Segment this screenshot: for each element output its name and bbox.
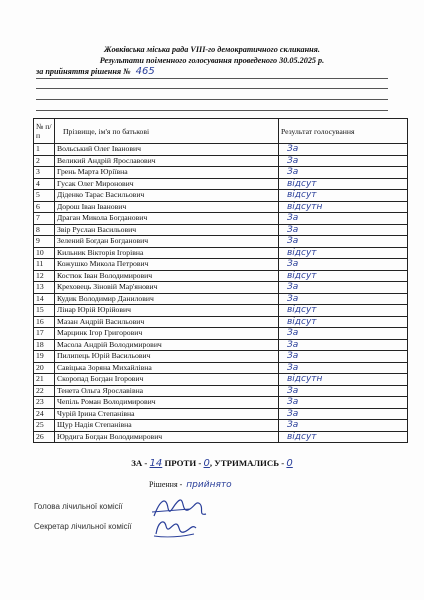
row-number: 17 xyxy=(34,328,55,340)
row-number: 2 xyxy=(34,155,55,167)
rule-line xyxy=(36,78,388,79)
deputy-name: Вольський Олег Іванович xyxy=(55,144,279,156)
row-number: 23 xyxy=(34,397,55,409)
deputy-name: Дорош Іван Іванович xyxy=(55,201,279,213)
vote-result: За xyxy=(279,155,408,167)
row-number: 6 xyxy=(34,201,55,213)
table-row xyxy=(34,282,408,294)
deputy-name: Савіцька Зоряна Михайлівна xyxy=(55,362,279,374)
deputy-name: Щур Надія Степанівна xyxy=(55,420,279,432)
vote-result: За xyxy=(279,167,408,179)
deputy-name: Мазан Андрій Васильович xyxy=(55,316,279,328)
table-row xyxy=(34,385,408,397)
row-number: 11 xyxy=(34,259,55,271)
vote-result: За xyxy=(279,236,408,248)
vote-result: За xyxy=(279,213,408,225)
row-number: 3 xyxy=(34,167,55,179)
row-number: 16 xyxy=(34,316,55,328)
deputy-name: Тенета Ольга Ярославівна xyxy=(55,385,279,397)
table-row xyxy=(34,190,408,202)
council-title: Жовківська міська рада VIII-го демократичного скликання. xyxy=(104,45,320,54)
vote-result: відсут xyxy=(279,270,408,282)
table-row xyxy=(34,293,408,305)
row-number: 8 xyxy=(34,224,55,236)
vote-result: відсут xyxy=(279,178,408,190)
row-number: 13 xyxy=(34,282,55,294)
decision-label: Рішення - xyxy=(149,480,183,489)
deputy-name: Зелений Богдан Богданович xyxy=(55,236,279,248)
secretary-signature xyxy=(150,514,200,540)
secretary-label: Секретар лічильної комісії xyxy=(34,522,132,531)
col-number-header: № п/п xyxy=(34,119,55,144)
row-number: 15 xyxy=(34,305,55,317)
vote-result: відсутн xyxy=(279,374,408,386)
vote-result: За xyxy=(279,282,408,294)
deputy-name: Драган Микола Богданович xyxy=(55,213,279,225)
rule-line xyxy=(36,88,388,89)
table-row xyxy=(34,167,408,179)
row-number: 12 xyxy=(34,270,55,282)
vote-result: За xyxy=(279,408,408,420)
table-row xyxy=(34,259,408,271)
utrym-value: 0 xyxy=(286,458,293,469)
col-result-header: Результат голосування xyxy=(279,119,408,144)
vote-result: відсут xyxy=(279,190,408,202)
rule-line xyxy=(36,110,388,111)
decision-value: прийнято xyxy=(186,480,232,490)
vote-result: відсут xyxy=(279,247,408,259)
table-row xyxy=(34,397,408,409)
deputy-name: Скоропад Богдан Ігорович xyxy=(55,374,279,386)
table-row xyxy=(34,362,408,374)
vote-result: відсут xyxy=(279,305,408,317)
vote-table xyxy=(33,118,408,443)
deputy-name: Кильник Вікторія Ігорівна xyxy=(55,247,279,259)
vote-result: За xyxy=(279,328,408,340)
table-row xyxy=(34,431,408,443)
table-row xyxy=(34,408,408,420)
table-row xyxy=(34,351,408,363)
decision-result xyxy=(149,480,232,490)
row-number: 24 xyxy=(34,408,55,420)
row-number: 22 xyxy=(34,385,55,397)
row-number: 1 xyxy=(34,144,55,156)
table-row xyxy=(34,236,408,248)
deputy-name: Гусак Олег Миронович xyxy=(55,178,279,190)
row-number: 10 xyxy=(34,247,55,259)
vote-result: За xyxy=(279,293,408,305)
deputy-name: Масола Андрій Володимирович xyxy=(55,339,279,351)
col-name-header: Прізвище, ім'я по батькові xyxy=(55,119,279,144)
za-value: 14 xyxy=(149,458,163,469)
proty-value: 0 xyxy=(203,458,210,469)
row-number: 14 xyxy=(34,293,55,305)
table-row xyxy=(34,178,408,190)
deputy-name: Кожушко Микола Петрович xyxy=(55,259,279,271)
table-row xyxy=(34,213,408,225)
deputy-name: Чурій Ірина Степанівна xyxy=(55,408,279,420)
row-number: 18 xyxy=(34,339,55,351)
proty-label: ПРОТИ - xyxy=(164,458,202,468)
table-row xyxy=(34,339,408,351)
deputy-name: Юрдига Богдан Володимирович xyxy=(55,431,279,443)
vote-result: відсут xyxy=(279,316,408,328)
row-number: 4 xyxy=(34,178,55,190)
row-number: 25 xyxy=(34,420,55,432)
table-row xyxy=(34,305,408,317)
deputy-name: Грень Марта Юріївна xyxy=(55,167,279,179)
row-number: 21 xyxy=(34,374,55,386)
row-number: 5 xyxy=(34,190,55,202)
table-row xyxy=(34,144,408,156)
table-row xyxy=(34,374,408,386)
table-body xyxy=(34,144,408,443)
row-number: 20 xyxy=(34,362,55,374)
vote-result: За xyxy=(279,420,408,432)
vote-result: За xyxy=(279,144,408,156)
results-title: Результати поіменного голосування проведеного 30.05.2025 р. xyxy=(99,56,325,65)
vote-result: За xyxy=(279,351,408,363)
row-number: 7 xyxy=(34,213,55,225)
deputy-name: Звір Руслан Васильович xyxy=(55,224,279,236)
decision-number: 465 xyxy=(135,66,155,77)
table-row xyxy=(34,420,408,432)
table-row xyxy=(34,328,408,340)
deputy-name: Великий Андрій Ярославович xyxy=(55,155,279,167)
deputy-name: Костюк Іван Володимирович xyxy=(55,270,279,282)
row-number: 9 xyxy=(34,236,55,248)
rule-line xyxy=(36,99,388,100)
table-row xyxy=(34,155,408,167)
table-row xyxy=(34,270,408,282)
table-row xyxy=(34,224,408,236)
vote-result: За xyxy=(279,385,408,397)
row-number: 19 xyxy=(34,351,55,363)
decision-prefix: за прийняття рішення № xyxy=(36,67,131,76)
deputy-name: Діденко Тарас Васильович xyxy=(55,190,279,202)
vote-result: відсут xyxy=(279,431,408,443)
deputy-name: Лінар Юрій Юрійович xyxy=(55,305,279,317)
row-number: 26 xyxy=(34,431,55,443)
table-row xyxy=(34,316,408,328)
chair-label: Голова лічильної комісії xyxy=(34,502,123,511)
deputy-name: Пилипець Юрій Васильович xyxy=(55,351,279,363)
vote-result: За xyxy=(279,397,408,409)
vote-result: За xyxy=(279,339,408,351)
table-row xyxy=(34,247,408,259)
vote-summary xyxy=(0,458,424,469)
za-label: ЗА - xyxy=(131,458,148,468)
deputy-name: Креховець Зіновій Мар'янович xyxy=(55,282,279,294)
deputy-name: Кудик Володимир Данилович xyxy=(55,293,279,305)
vote-result: відсутн xyxy=(279,201,408,213)
deputy-name: Марцинк Ігор Григорович xyxy=(55,328,279,340)
vote-result: За xyxy=(279,362,408,374)
vote-result: За xyxy=(279,224,408,236)
utrym-label: , УТРИМАЛИСЬ - xyxy=(209,458,285,468)
table-header-row xyxy=(34,119,408,144)
decision-line xyxy=(36,67,388,77)
deputy-name: Чепіль Роман Володимирович xyxy=(55,397,279,409)
vote-result: За xyxy=(279,259,408,271)
table-row xyxy=(34,201,408,213)
